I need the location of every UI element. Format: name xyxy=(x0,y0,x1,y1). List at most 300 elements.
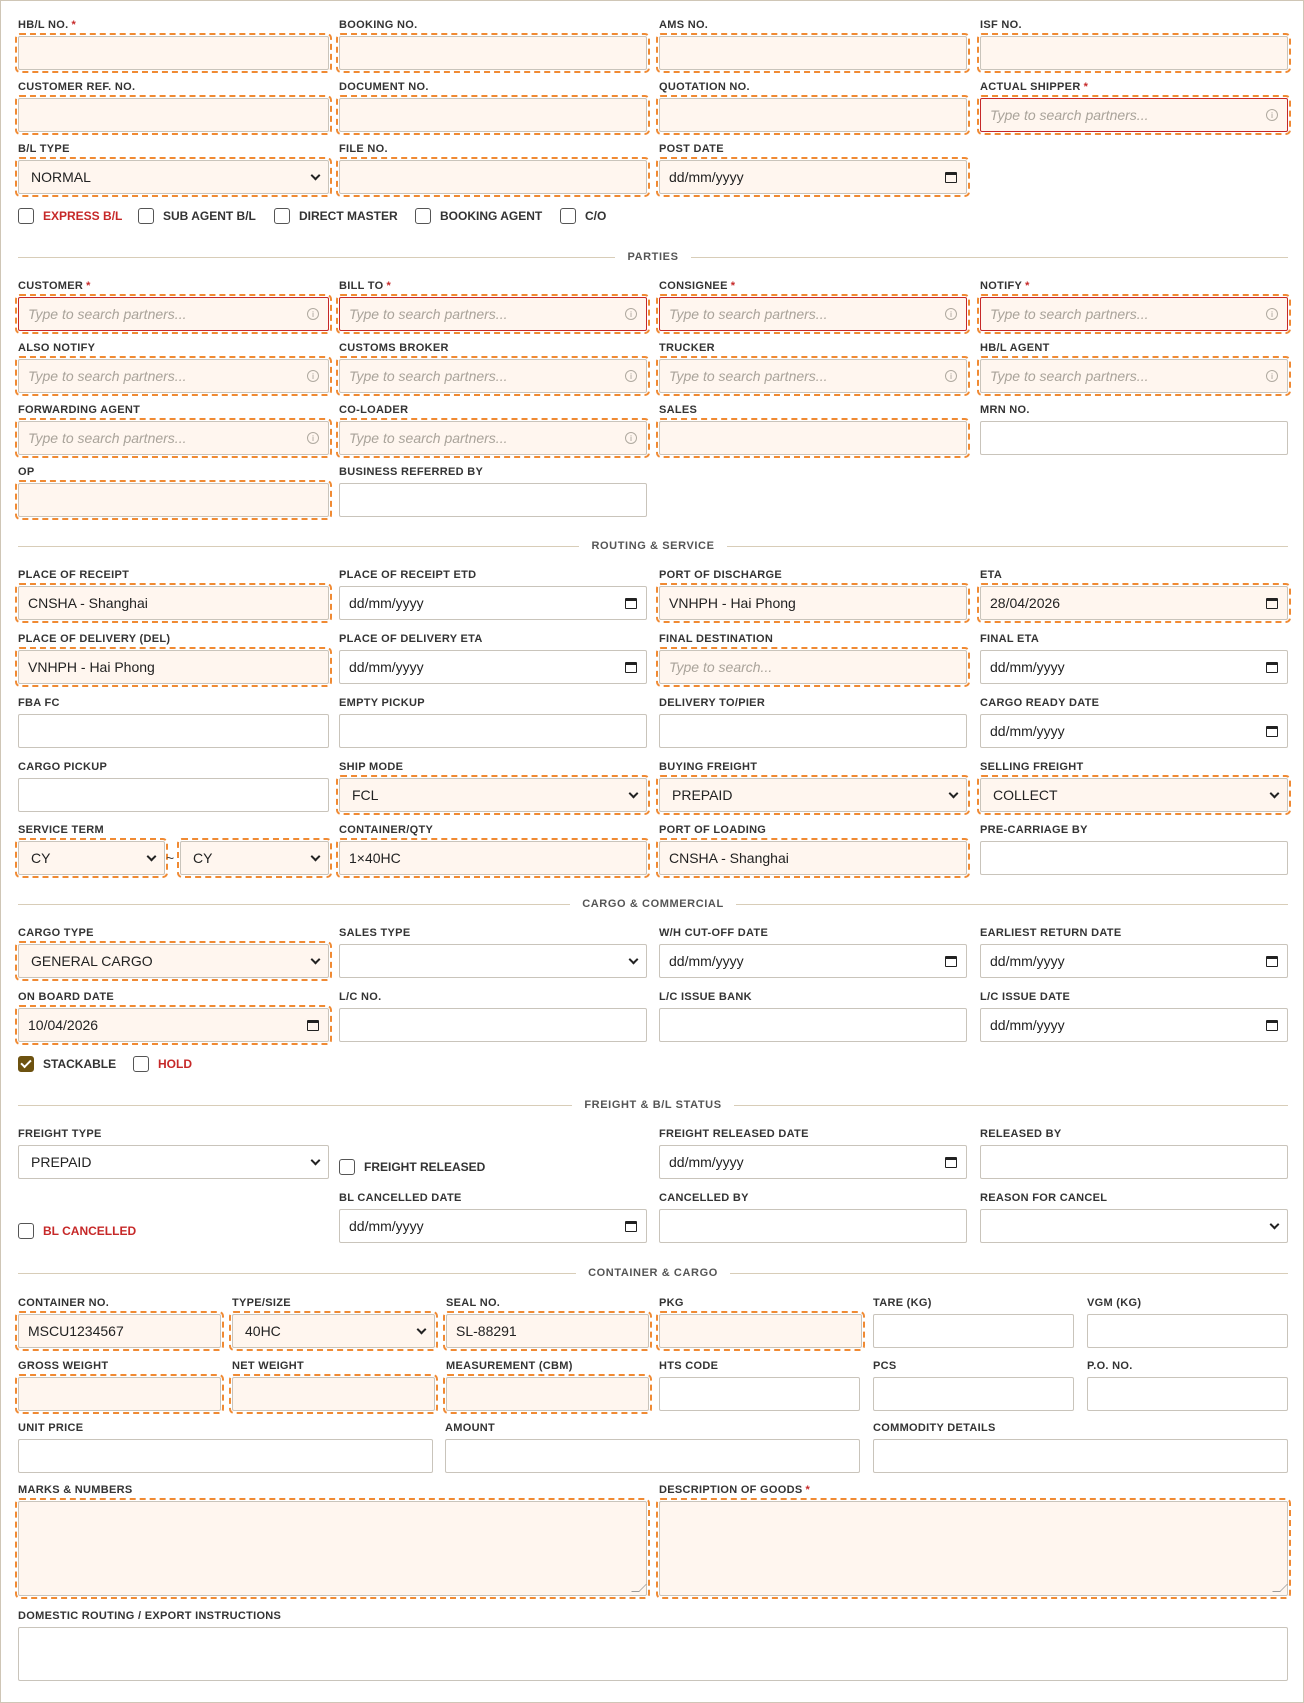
lc-issue-bank-group xyxy=(659,991,967,1043)
consignee-group xyxy=(659,280,967,332)
chevron-down-icon xyxy=(417,1324,427,1334)
sales-label: SALES xyxy=(659,404,698,416)
trucker-group xyxy=(659,342,967,394)
info-icon: i xyxy=(1266,308,1278,320)
eta-input[interactable] xyxy=(980,586,1288,620)
bill-to-placeholder: Type to search partners... xyxy=(349,306,508,322)
hbl-agent-input[interactable] xyxy=(980,359,1288,393)
cargo-pickup-label: CARGO PICKUP xyxy=(18,761,108,773)
calendar-icon[interactable] xyxy=(307,1020,319,1031)
eta-label: ETA xyxy=(980,569,1003,581)
net-weight-input[interactable] xyxy=(232,1377,435,1411)
co-loader-placeholder: Type to search partners... xyxy=(349,430,508,446)
amount-input[interactable] xyxy=(445,1439,860,1473)
gross-weight-label: GROSS WEIGHT xyxy=(18,1360,109,1372)
seal-no-input[interactable] xyxy=(446,1314,649,1348)
measurement-group xyxy=(446,1360,649,1412)
cancelled-by-input[interactable] xyxy=(659,1209,967,1243)
info-icon: i xyxy=(307,370,319,382)
quotation-no-label: QUOTATION NO. xyxy=(659,81,750,93)
pre-carriage-input[interactable] xyxy=(980,841,1288,875)
tilde-separator: ~ xyxy=(166,850,175,866)
calendar-icon[interactable] xyxy=(1266,726,1278,737)
hts-code-group xyxy=(659,1360,860,1412)
direct-master-label: DIRECT MASTER xyxy=(299,209,398,223)
port-of-loading-label: PORT OF LOADING xyxy=(659,824,767,836)
final-destination-input[interactable] xyxy=(659,650,967,684)
seal-no-value: SL-88291 xyxy=(456,1323,517,1339)
cargo-type-select[interactable] xyxy=(18,944,329,978)
amount-group xyxy=(445,1422,860,1474)
date-value: dd/mm/yyyy xyxy=(990,723,1065,739)
checkbox-box[interactable] xyxy=(18,1223,34,1239)
customs-broker-placeholder: Type to search partners... xyxy=(349,368,508,384)
lc-issue-bank-input[interactable] xyxy=(659,1008,967,1042)
earliest-return-group xyxy=(980,927,1288,979)
port-of-loading-group xyxy=(659,824,967,876)
section-title: ROUTING & SERVICE xyxy=(591,540,715,552)
hbl-agent-placeholder: Type to search partners... xyxy=(990,368,1149,384)
customer-ref-label: CUSTOMER REF. NO. xyxy=(18,81,136,93)
type-size-select[interactable] xyxy=(232,1314,435,1348)
cargo-type-group xyxy=(18,927,329,979)
tare-input[interactable] xyxy=(873,1314,1074,1348)
section-divider-cargo-commercial xyxy=(18,897,1288,911)
calendar-icon[interactable] xyxy=(625,662,637,673)
also-notify-label: ALSO NOTIFY xyxy=(18,342,96,354)
checkbox-box[interactable] xyxy=(18,208,34,224)
info-icon: i xyxy=(307,432,319,444)
ship-mode-label: SHIP MODE xyxy=(339,761,404,773)
section-title: PARTIES xyxy=(627,251,679,263)
chevron-down-icon xyxy=(311,954,321,964)
calendar-icon[interactable] xyxy=(945,172,957,183)
co-loader-label: CO-LOADER xyxy=(339,404,409,416)
marks-numbers-label: MARKS & NUMBERS xyxy=(18,1484,133,1496)
co-label: C/O xyxy=(585,209,607,223)
chevron-down-icon xyxy=(311,170,321,180)
description-of-goods-textarea[interactable] xyxy=(659,1501,1288,1596)
port-of-discharge-value: VNHPH - Hai Phong xyxy=(669,595,796,611)
hbl-agent-label: HB/L AGENT xyxy=(980,342,1050,354)
bl-type-group xyxy=(18,143,329,195)
calendar-icon[interactable] xyxy=(1266,662,1278,673)
gross-weight-input[interactable] xyxy=(18,1377,221,1411)
hts-code-label: HTS CODE xyxy=(659,1360,719,1372)
reason-for-cancel-label: REASON FOR CANCEL xyxy=(980,1192,1108,1204)
chevron-down-icon xyxy=(147,851,157,861)
business-referred-group xyxy=(339,466,647,518)
wh-cutoff-input[interactable] xyxy=(659,944,967,978)
commodity-details-group xyxy=(873,1422,1288,1474)
gross-weight-group xyxy=(18,1360,221,1412)
document-no-input[interactable] xyxy=(339,98,647,132)
freight-released-checkbox[interactable] xyxy=(339,1159,485,1175)
date-value: dd/mm/yyyy xyxy=(990,659,1065,675)
forwarding-agent-label: FORWARDING AGENT xyxy=(18,404,141,416)
express-bl-label: EXPRESS B/L xyxy=(43,209,123,223)
info-icon: i xyxy=(945,308,957,320)
freight-released-date-input[interactable] xyxy=(659,1145,967,1179)
co-checkbox[interactable] xyxy=(560,208,606,224)
notify-input[interactable] xyxy=(980,297,1288,331)
place-of-receipt-label: PLACE OF RECEIPT xyxy=(18,569,130,581)
ams-no-label: AMS NO. xyxy=(659,19,709,31)
booking-agent-checkbox[interactable] xyxy=(415,208,542,224)
cancelled-by-group xyxy=(659,1192,967,1244)
date-value: dd/mm/yyyy xyxy=(990,1017,1065,1033)
chevron-down-icon xyxy=(311,851,321,861)
pre-carriage-label: PRE-CARRIAGE BY xyxy=(980,824,1088,836)
cargo-ready-date-label: CARGO READY DATE xyxy=(980,697,1100,709)
selling-freight-select[interactable] xyxy=(980,778,1288,812)
mrn-no-group xyxy=(980,404,1288,456)
buying-freight-select[interactable] xyxy=(659,778,967,812)
post-date-value: dd/mm/yyyy xyxy=(669,169,744,185)
on-board-date-label: ON BOARD DATE xyxy=(18,991,114,1003)
eta-group xyxy=(980,569,1288,621)
forwarding-agent-input[interactable] xyxy=(18,421,329,455)
customer-placeholder: Type to search partners... xyxy=(28,306,187,322)
isf-no-label: ISF NO. xyxy=(980,19,1022,31)
released-by-label: RELEASED BY xyxy=(980,1128,1062,1140)
place-of-receipt-group xyxy=(18,569,329,621)
bl-cancelled-date-group xyxy=(339,1192,647,1244)
chevron-down-icon xyxy=(1270,1219,1280,1229)
section-divider-freight-status xyxy=(18,1098,1288,1112)
bill-to-input[interactable] xyxy=(339,297,647,331)
place-of-delivery-group xyxy=(18,633,329,685)
selling-freight-label: SELLING FREIGHT xyxy=(980,761,1084,773)
direct-master-checkbox[interactable] xyxy=(274,208,398,224)
cargo-pickup-input[interactable] xyxy=(18,778,329,812)
port-of-discharge-group xyxy=(659,569,967,621)
sub-agent-bl-checkbox[interactable] xyxy=(138,208,256,224)
calendar-icon[interactable] xyxy=(945,1157,957,1168)
vgm-input[interactable] xyxy=(1087,1314,1288,1348)
booking-no-label: BOOKING NO. xyxy=(339,19,418,31)
vgm-group xyxy=(1087,1297,1288,1349)
marks-numbers-group xyxy=(18,1484,647,1596)
container-no-group xyxy=(18,1297,221,1349)
trucker-placeholder: Type to search partners... xyxy=(669,368,828,384)
ship-mode-select[interactable] xyxy=(339,778,647,812)
bl-cancelled-checkbox[interactable] xyxy=(18,1223,136,1239)
chevron-down-icon xyxy=(629,954,639,964)
op-input[interactable] xyxy=(18,483,329,517)
service-term-from-select[interactable] xyxy=(18,841,165,875)
stackable-checkbox[interactable] xyxy=(18,1056,116,1072)
container-no-value: MSCU1234567 xyxy=(28,1323,124,1339)
place-of-delivery-input[interactable] xyxy=(18,650,329,684)
place-of-receipt-etd-input[interactable] xyxy=(339,586,647,620)
checkbox-box[interactable] xyxy=(560,208,576,224)
customer-group xyxy=(18,280,329,332)
domestic-routing-group xyxy=(18,1610,1288,1682)
resize-handle-icon[interactable] xyxy=(631,1584,647,1592)
section-title: CONTAINER & CARGO xyxy=(588,1267,718,1279)
customs-broker-label: CUSTOMS BROKER xyxy=(339,342,449,354)
pcs-group xyxy=(873,1360,1074,1412)
place-of-receipt-input[interactable] xyxy=(18,586,329,620)
port-of-discharge-input[interactable] xyxy=(659,586,967,620)
cancelled-by-label: CANCELLED BY xyxy=(659,1192,749,1204)
calendar-icon[interactable] xyxy=(625,1221,637,1232)
lc-issue-date-label: L/C ISSUE DATE xyxy=(980,991,1071,1003)
on-board-date-group xyxy=(18,991,329,1043)
hold-label: HOLD xyxy=(158,1057,192,1071)
ship-mode-value: FCL xyxy=(352,787,379,803)
service-term-label: SERVICE TERM xyxy=(18,824,104,836)
fba-fc-group xyxy=(18,697,329,749)
port-of-loading-input[interactable] xyxy=(659,841,967,875)
customer-label: CUSTOMER * xyxy=(18,280,91,292)
freight-type-select[interactable] xyxy=(18,1145,329,1179)
section-divider-container-cargo xyxy=(18,1266,1288,1280)
tare-label: TARE (KG) xyxy=(873,1297,932,1309)
calendar-icon[interactable] xyxy=(1266,598,1278,609)
info-icon: i xyxy=(625,370,637,382)
tare-group xyxy=(873,1297,1074,1349)
section-divider-parties xyxy=(18,250,1288,264)
ams-no-group xyxy=(659,19,967,71)
type-size-value: 40HC xyxy=(245,1323,281,1339)
sales-input[interactable] xyxy=(659,421,967,455)
description-of-goods-label: DESCRIPTION OF GOODS * xyxy=(659,1484,811,1496)
resize-handle-icon[interactable] xyxy=(1272,1584,1288,1592)
isf-no-input[interactable] xyxy=(980,36,1288,70)
final-destination-placeholder: Type to search... xyxy=(669,659,773,675)
container-qty-value: 1×40HC xyxy=(349,850,401,866)
delivery-to-pier-label: DELIVERY TO/PIER xyxy=(659,697,766,709)
section-title: CARGO & COMMERCIAL xyxy=(582,898,724,910)
forwarding-agent-group xyxy=(18,404,329,456)
measurement-input[interactable] xyxy=(446,1377,649,1411)
also-notify-input[interactable] xyxy=(18,359,329,393)
cargo-pickup-group xyxy=(18,761,329,813)
chevron-down-icon xyxy=(1270,788,1280,798)
info-icon: i xyxy=(625,308,637,320)
trucker-input[interactable] xyxy=(659,359,967,393)
final-eta-label: FINAL ETA xyxy=(980,633,1040,645)
bl-cancelled-date-input[interactable] xyxy=(339,1209,647,1243)
checkbox-box[interactable] xyxy=(415,208,431,224)
freight-type-value: PREPAID xyxy=(31,1154,92,1170)
mrn-no-input[interactable] xyxy=(980,421,1288,455)
sales-group xyxy=(659,404,967,456)
checkbox-box[interactable] xyxy=(339,1159,355,1175)
quotation-no-input[interactable] xyxy=(659,98,967,132)
net-weight-label: NET WEIGHT xyxy=(232,1360,305,1372)
selling-freight-group xyxy=(980,761,1288,813)
freight-type-label: FREIGHT TYPE xyxy=(18,1128,102,1140)
sales-type-label: SALES TYPE xyxy=(339,927,411,939)
quotation-no-group xyxy=(659,81,967,133)
file-no-label: FILE NO. xyxy=(339,143,388,155)
cargo-type-value: GENERAL CARGO xyxy=(31,953,153,969)
unit-price-input[interactable] xyxy=(18,1439,433,1473)
checkbox-box[interactable] xyxy=(138,208,154,224)
customer-ref-input[interactable] xyxy=(18,98,329,132)
service-term-to-select[interactable] xyxy=(180,841,329,875)
commodity-details-input[interactable] xyxy=(873,1439,1288,1473)
final-destination-group xyxy=(659,633,967,685)
bl-cancelled-date-label: BL CANCELLED DATE xyxy=(339,1192,462,1204)
empty-pickup-label: EMPTY PICKUP xyxy=(339,697,425,709)
po-no-input[interactable] xyxy=(1087,1377,1288,1411)
op-label: OP xyxy=(18,466,35,478)
service-term-to-value: CY xyxy=(193,850,213,866)
released-by-input[interactable] xyxy=(980,1145,1288,1179)
ams-no-input[interactable] xyxy=(659,36,967,70)
customer-ref-group xyxy=(18,81,329,133)
customs-broker-input[interactable] xyxy=(339,359,647,393)
file-no-input[interactable] xyxy=(339,160,647,194)
sub-agent-bl-label: SUB AGENT B/L xyxy=(163,209,256,223)
final-eta-input[interactable] xyxy=(980,650,1288,684)
port-of-discharge-label: PORT OF DISCHARGE xyxy=(659,569,783,581)
section-divider-routing xyxy=(18,539,1288,553)
date-value: dd/mm/yyyy xyxy=(349,595,424,611)
lc-no-group xyxy=(339,991,647,1043)
pcs-label: PCS xyxy=(873,1360,897,1372)
earliest-return-input[interactable] xyxy=(980,944,1288,978)
info-icon: i xyxy=(625,432,637,444)
op-group xyxy=(18,466,329,518)
stackable-label: STACKABLE xyxy=(43,1057,117,1071)
po-no-group xyxy=(1087,1360,1288,1412)
actual-shipper-placeholder: Type to search partners... xyxy=(990,107,1149,123)
calendar-icon[interactable] xyxy=(625,598,637,609)
consignee-placeholder: Type to search partners... xyxy=(669,306,828,322)
pkg-label: PKG xyxy=(659,1297,684,1309)
file-no-group xyxy=(339,143,647,195)
notify-group xyxy=(980,280,1288,332)
notify-placeholder: Type to search partners... xyxy=(990,306,1149,322)
wh-cutoff-label: W/H CUT-OFF DATE xyxy=(659,927,769,939)
bl-cancelled-label: BL CANCELLED xyxy=(43,1224,137,1238)
commodity-details-label: COMMODITY DETAILS xyxy=(873,1422,996,1434)
date-value: dd/mm/yyyy xyxy=(349,659,424,675)
freight-released-date-group xyxy=(659,1128,967,1180)
checkbox-box[interactable] xyxy=(274,208,290,224)
container-no-input[interactable] xyxy=(18,1314,221,1348)
domestic-routing-label: DOMESTIC ROUTING / EXPORT INSTRUCTIONS xyxy=(18,1610,282,1622)
pcs-input[interactable] xyxy=(873,1377,1074,1411)
bl-type-select[interactable] xyxy=(18,160,329,194)
fba-fc-input[interactable] xyxy=(18,714,329,748)
section-title: FREIGHT & B/L STATUS xyxy=(584,1099,722,1111)
type-size-label: TYPE/SIZE xyxy=(232,1297,291,1309)
container-qty-input[interactable] xyxy=(339,841,647,875)
delivery-to-pier-group xyxy=(659,697,967,749)
eta-value: 28/04/2026 xyxy=(990,595,1061,611)
checkbox-box[interactable] xyxy=(133,1056,149,1072)
calendar-icon[interactable] xyxy=(1266,956,1278,967)
date-value: dd/mm/yyyy xyxy=(669,953,744,969)
hts-code-input[interactable] xyxy=(659,1377,860,1411)
earliest-return-label: EARLIEST RETURN DATE xyxy=(980,927,1122,939)
reason-for-cancel-select[interactable] xyxy=(980,1209,1288,1243)
marks-numbers-textarea[interactable] xyxy=(18,1501,647,1596)
post-date-group xyxy=(659,143,967,195)
pkg-input[interactable] xyxy=(659,1314,862,1348)
lc-no-input[interactable] xyxy=(339,1008,647,1042)
service-term-group xyxy=(18,824,329,876)
info-icon: i xyxy=(307,308,319,320)
date-value: dd/mm/yyyy xyxy=(349,1218,424,1234)
express-bl-checkbox[interactable] xyxy=(18,208,122,224)
released-by-group xyxy=(980,1128,1288,1180)
bill-to-label: BILL TO * xyxy=(339,280,392,292)
final-eta-group xyxy=(980,633,1288,685)
sales-type-select[interactable] xyxy=(339,944,647,978)
lc-issue-date-input[interactable] xyxy=(980,1008,1288,1042)
freight-released-label: FREIGHT RELEASED xyxy=(364,1160,486,1174)
hbl-agent-group xyxy=(980,342,1288,394)
place-of-receipt-etd-label: PLACE OF RECEIPT ETD xyxy=(339,569,477,581)
business-referred-input[interactable] xyxy=(339,483,647,517)
buying-freight-value: PREPAID xyxy=(672,787,733,803)
chevron-down-icon xyxy=(629,788,639,798)
calendar-icon[interactable] xyxy=(1266,1020,1278,1031)
co-loader-input[interactable] xyxy=(339,421,647,455)
also-notify-group xyxy=(18,342,329,394)
actual-shipper-label: ACTUAL SHIPPER * xyxy=(980,81,1089,93)
delivery-to-pier-input[interactable] xyxy=(659,714,967,748)
freight-released-date-label: FREIGHT RELEASED DATE xyxy=(659,1128,809,1140)
fba-fc-label: FBA FC xyxy=(18,697,60,709)
info-icon: i xyxy=(945,370,957,382)
info-icon: i xyxy=(1266,109,1278,121)
place-of-delivery-eta-input[interactable] xyxy=(339,650,647,684)
cargo-ready-date-input[interactable] xyxy=(980,714,1288,748)
hold-checkbox[interactable] xyxy=(133,1056,192,1072)
empty-pickup-input[interactable] xyxy=(339,714,647,748)
place-of-delivery-eta-group xyxy=(339,633,647,685)
on-board-date-input[interactable] xyxy=(18,1008,329,1042)
lc-no-label: L/C NO. xyxy=(339,991,382,1003)
bl-type-label: B/L TYPE xyxy=(18,143,70,155)
container-no-label: CONTAINER NO. xyxy=(18,1297,110,1309)
unit-price-group xyxy=(18,1422,433,1474)
actual-shipper-input[interactable] xyxy=(980,98,1288,132)
document-no-label: DOCUMENT NO. xyxy=(339,81,429,93)
checkbox-checked-icon[interactable] xyxy=(18,1056,34,1072)
net-weight-group xyxy=(232,1360,435,1412)
calendar-icon[interactable] xyxy=(945,956,957,967)
domestic-routing-textarea[interactable] xyxy=(18,1627,1288,1681)
service-term-from-value: CY xyxy=(31,850,51,866)
vgm-label: VGM (KG) xyxy=(1087,1297,1142,1309)
actual-shipper-group xyxy=(980,81,1288,133)
place-of-delivery-eta-label: PLACE OF DELIVERY ETA xyxy=(339,633,483,645)
isf-no-group xyxy=(980,19,1288,71)
consignee-input[interactable] xyxy=(659,297,967,331)
buying-freight-group xyxy=(659,761,967,813)
on-board-date-value: 10/04/2026 xyxy=(28,1017,99,1033)
hbl-no-input[interactable] xyxy=(18,36,329,70)
place-of-delivery-value: VNHPH - Hai Phong xyxy=(28,659,155,675)
amount-label: AMOUNT xyxy=(445,1422,496,1434)
booking-no-input[interactable] xyxy=(339,36,647,70)
post-date-label: POST DATE xyxy=(659,143,724,155)
customs-broker-group xyxy=(339,342,647,394)
customer-input[interactable] xyxy=(18,297,329,331)
trucker-label: TRUCKER xyxy=(659,342,715,354)
sales-type-group xyxy=(339,927,647,979)
post-date-input[interactable] xyxy=(659,160,967,194)
